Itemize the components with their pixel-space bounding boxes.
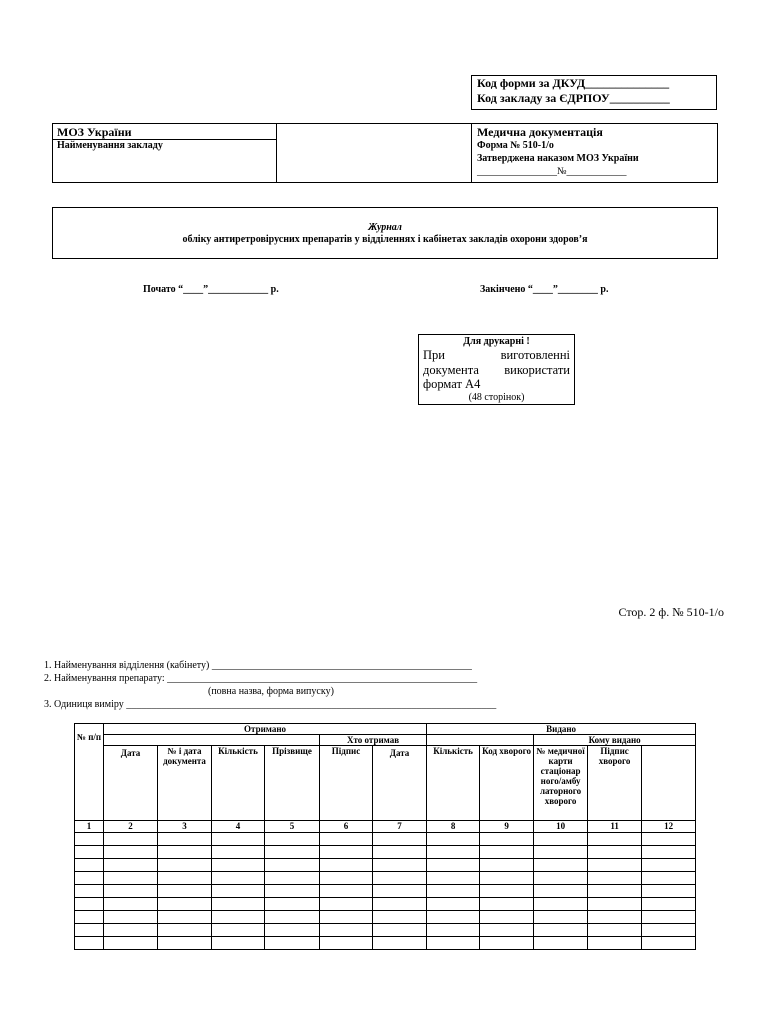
table-cell[interactable] — [158, 885, 212, 898]
print-note-line: документа використати — [423, 362, 570, 377]
table-cell[interactable] — [373, 872, 427, 885]
table-cell[interactable] — [320, 924, 373, 937]
table-cell[interactable] — [642, 898, 696, 911]
empty-header-cell — [427, 735, 534, 746]
col-number: 4 — [212, 821, 265, 833]
col-number: 9 — [480, 821, 534, 833]
table-cell[interactable] — [588, 859, 642, 872]
col-number: 2 — [104, 821, 158, 833]
table-cell[interactable] — [642, 833, 696, 846]
table-row — [75, 898, 696, 911]
table-cell[interactable] — [480, 898, 534, 911]
table-cell[interactable] — [75, 846, 104, 859]
empty-rows — [75, 833, 696, 950]
col-header-medical-card-number: № медичної карти стаціонар ного/амбу латорного хворого — [534, 746, 588, 821]
header-box — [52, 123, 718, 183]
dkud-code: Код форми за ДКУД______________ — [477, 76, 670, 90]
ministry-name: МОЗ України — [53, 124, 277, 140]
table-cell[interactable] — [427, 833, 480, 846]
table-cell[interactable] — [104, 872, 158, 885]
col-header-received-date: Дата — [104, 746, 158, 821]
institution-label: Найменування закладу — [57, 140, 163, 151]
table-cell[interactable] — [480, 846, 534, 859]
table-row — [75, 924, 696, 937]
print-note-box — [418, 334, 575, 405]
drug-field[interactable]: 2. Найменування препарату: ______________________________________________________________ — [44, 673, 478, 684]
table-cell[interactable] — [642, 924, 696, 937]
doc-type: Медична документація — [477, 125, 603, 139]
table-cell[interactable] — [320, 846, 373, 859]
col-number: 8 — [427, 821, 480, 833]
table-cell[interactable] — [480, 872, 534, 885]
table-cell[interactable] — [158, 833, 212, 846]
table-cell[interactable] — [104, 898, 158, 911]
empty-header-cell — [104, 735, 320, 746]
table-cell[interactable] — [534, 911, 588, 924]
table-cell[interactable] — [373, 833, 427, 846]
blank-cell — [277, 124, 472, 182]
table-cell[interactable] — [480, 937, 534, 950]
table-cell[interactable] — [427, 937, 480, 950]
col-header-patient-code: Код хворого — [480, 746, 534, 821]
col-number: 3 — [158, 821, 212, 833]
col-number: 1 — [75, 821, 104, 833]
table-cell[interactable] — [265, 885, 320, 898]
table-cell[interactable] — [427, 924, 480, 937]
table-cell[interactable] — [534, 885, 588, 898]
col-header-surname: Прізвище — [265, 746, 320, 821]
table-cell[interactable] — [427, 846, 480, 859]
col-number: 12 — [642, 821, 696, 833]
table-cell[interactable] — [427, 898, 480, 911]
table-cell[interactable] — [265, 833, 320, 846]
col-header-issued-quantity: Кількість — [427, 746, 480, 821]
col-number: 5 — [265, 821, 320, 833]
table-cell[interactable] — [320, 872, 373, 885]
table-cell[interactable] — [158, 872, 212, 885]
order-line: ________________№____________ — [477, 166, 627, 177]
subgroup-header-to-whom: Кому видано — [534, 735, 696, 746]
col-header-patient-signature: Підпис хворого — [588, 746, 642, 821]
col-header-issued-date: Дата — [373, 746, 427, 821]
table-cell[interactable] — [158, 937, 212, 950]
table-cell[interactable] — [534, 846, 588, 859]
table-cell[interactable] — [212, 859, 265, 872]
table-cell[interactable] — [642, 885, 696, 898]
table-cell[interactable] — [320, 859, 373, 872]
table-cell[interactable] — [373, 911, 427, 924]
table-cell[interactable] — [534, 859, 588, 872]
table-cell[interactable] — [158, 911, 212, 924]
table-cell[interactable] — [534, 924, 588, 937]
table-cell[interactable] — [373, 924, 427, 937]
table-row — [75, 885, 696, 898]
table-cell[interactable] — [480, 924, 534, 937]
table-cell[interactable] — [642, 937, 696, 950]
print-note-line: При виготовленні — [423, 348, 570, 362]
table-cell[interactable] — [104, 924, 158, 937]
table-row — [75, 833, 696, 846]
table-cell[interactable] — [480, 833, 534, 846]
print-note-title: Для друкарні ! — [463, 336, 530, 347]
approved-by: Затверджена наказом МОЗ України — [477, 153, 639, 164]
table-cell[interactable] — [75, 859, 104, 872]
unit-field[interactable]: 3. Одиниця виміру __________________________________________________________________________ — [44, 699, 497, 710]
page-reference: Стор. 2 ф. № 510-1/о — [618, 605, 724, 619]
table-cell[interactable] — [642, 846, 696, 859]
table-cell[interactable] — [265, 911, 320, 924]
table-cell[interactable] — [427, 911, 480, 924]
col-number: 11 — [588, 821, 642, 833]
table-cell[interactable] — [373, 898, 427, 911]
table-cell[interactable] — [534, 937, 588, 950]
table-cell[interactable] — [75, 885, 104, 898]
table-cell[interactable] — [588, 872, 642, 885]
table-cell[interactable] — [212, 937, 265, 950]
table-cell[interactable] — [158, 846, 212, 859]
table-cell[interactable] — [534, 898, 588, 911]
table-row — [75, 872, 696, 885]
col-number: 6 — [320, 821, 373, 833]
table-cell[interactable] — [588, 937, 642, 950]
table-cell[interactable] — [212, 872, 265, 885]
edrpou-code: Код закладу за ЄДРПОУ__________ — [477, 91, 670, 105]
table-cell[interactable] — [642, 859, 696, 872]
table-cell[interactable] — [534, 833, 588, 846]
department-field[interactable]: 1. Найменування відділення (кабінету) ____________________________________________________ — [44, 660, 472, 671]
col-header-number: № п/п — [75, 724, 104, 821]
table-row — [75, 846, 696, 859]
table-cell[interactable] — [427, 885, 480, 898]
table-cell[interactable] — [320, 898, 373, 911]
drug-log-table — [74, 723, 696, 950]
col-header-received-quantity: Кількість — [212, 746, 265, 821]
table-row — [75, 937, 696, 950]
table-cell[interactable] — [265, 937, 320, 950]
table-cell[interactable] — [642, 911, 696, 924]
table-cell[interactable] — [373, 937, 427, 950]
table-cell[interactable] — [373, 846, 427, 859]
col-number: 10 — [534, 821, 588, 833]
table-cell[interactable] — [104, 859, 158, 872]
table-cell[interactable] — [373, 859, 427, 872]
table-cell[interactable] — [427, 872, 480, 885]
table-cell[interactable] — [588, 833, 642, 846]
table-cell[interactable] — [158, 898, 212, 911]
table-cell[interactable] — [212, 924, 265, 937]
table-cell[interactable] — [212, 885, 265, 898]
table-cell[interactable] — [265, 924, 320, 937]
table-cell[interactable] — [212, 846, 265, 859]
table-cell[interactable] — [158, 924, 212, 937]
table-cell[interactable] — [75, 833, 104, 846]
table-cell[interactable] — [480, 859, 534, 872]
table-cell[interactable] — [588, 898, 642, 911]
form-number: Форма № 510-1/о — [477, 140, 554, 151]
table-cell[interactable] — [212, 911, 265, 924]
table-cell[interactable] — [480, 911, 534, 924]
group-header-received: Отримано — [104, 724, 427, 735]
table-cell[interactable] — [320, 911, 373, 924]
subgroup-header-who-received: Хто отримав — [320, 735, 427, 746]
table-cell[interactable] — [75, 924, 104, 937]
table-cell[interactable] — [588, 911, 642, 924]
form-info-cell — [472, 124, 718, 182]
table-cell[interactable] — [75, 872, 104, 885]
drug-field-hint: (повна назва, форма випуску) — [208, 686, 334, 697]
table-cell[interactable] — [265, 846, 320, 859]
ministry-cell — [53, 124, 277, 182]
table-cell[interactable] — [588, 924, 642, 937]
table-cell[interactable] — [642, 872, 696, 885]
table-cell[interactable] — [320, 833, 373, 846]
table-cell[interactable] — [75, 898, 104, 911]
form-codes-box — [471, 75, 717, 110]
table-cell[interactable] — [212, 833, 265, 846]
table-cell[interactable] — [588, 846, 642, 859]
table-cell[interactable] — [588, 885, 642, 898]
table-cell[interactable] — [104, 833, 158, 846]
table-cell[interactable] — [320, 885, 373, 898]
table-cell[interactable] — [158, 859, 212, 872]
table-cell[interactable] — [480, 885, 534, 898]
table-cell[interactable] — [75, 937, 104, 950]
table-cell[interactable] — [320, 937, 373, 950]
table-cell[interactable] — [212, 898, 265, 911]
group-header-issued: Видано — [427, 724, 696, 735]
table-cell[interactable] — [427, 859, 480, 872]
table-cell[interactable] — [265, 859, 320, 872]
table-row — [75, 859, 696, 872]
col-number: 7 — [373, 821, 427, 833]
table-cell[interactable] — [75, 911, 104, 924]
table-cell[interactable] — [373, 885, 427, 898]
journal-title-box — [52, 207, 718, 259]
col-header-doc-number-date: № і дата документа — [158, 746, 212, 821]
table-row — [75, 911, 696, 924]
journal-subtitle: обліку антиретровірусних препаратів у відділеннях і кабінетах закладів охорони здоров’я — [182, 234, 588, 245]
table-cell[interactable] — [265, 872, 320, 885]
print-note-line: формат А4 — [423, 377, 481, 391]
table-cell[interactable] — [534, 872, 588, 885]
print-note-pages: (48 сторінок) — [468, 391, 525, 403]
started-date: Почато “____”____________ р. — [143, 284, 279, 295]
table-cell[interactable] — [104, 911, 158, 924]
table-cell[interactable] — [104, 846, 158, 859]
finished-date: Закінчено “____”________ р. — [480, 284, 609, 295]
table-cell[interactable] — [104, 937, 158, 950]
journal-title: Журнал — [368, 222, 402, 233]
table-cell[interactable] — [104, 885, 158, 898]
col-header-signature: Підпис — [320, 746, 373, 821]
table-cell[interactable] — [265, 898, 320, 911]
